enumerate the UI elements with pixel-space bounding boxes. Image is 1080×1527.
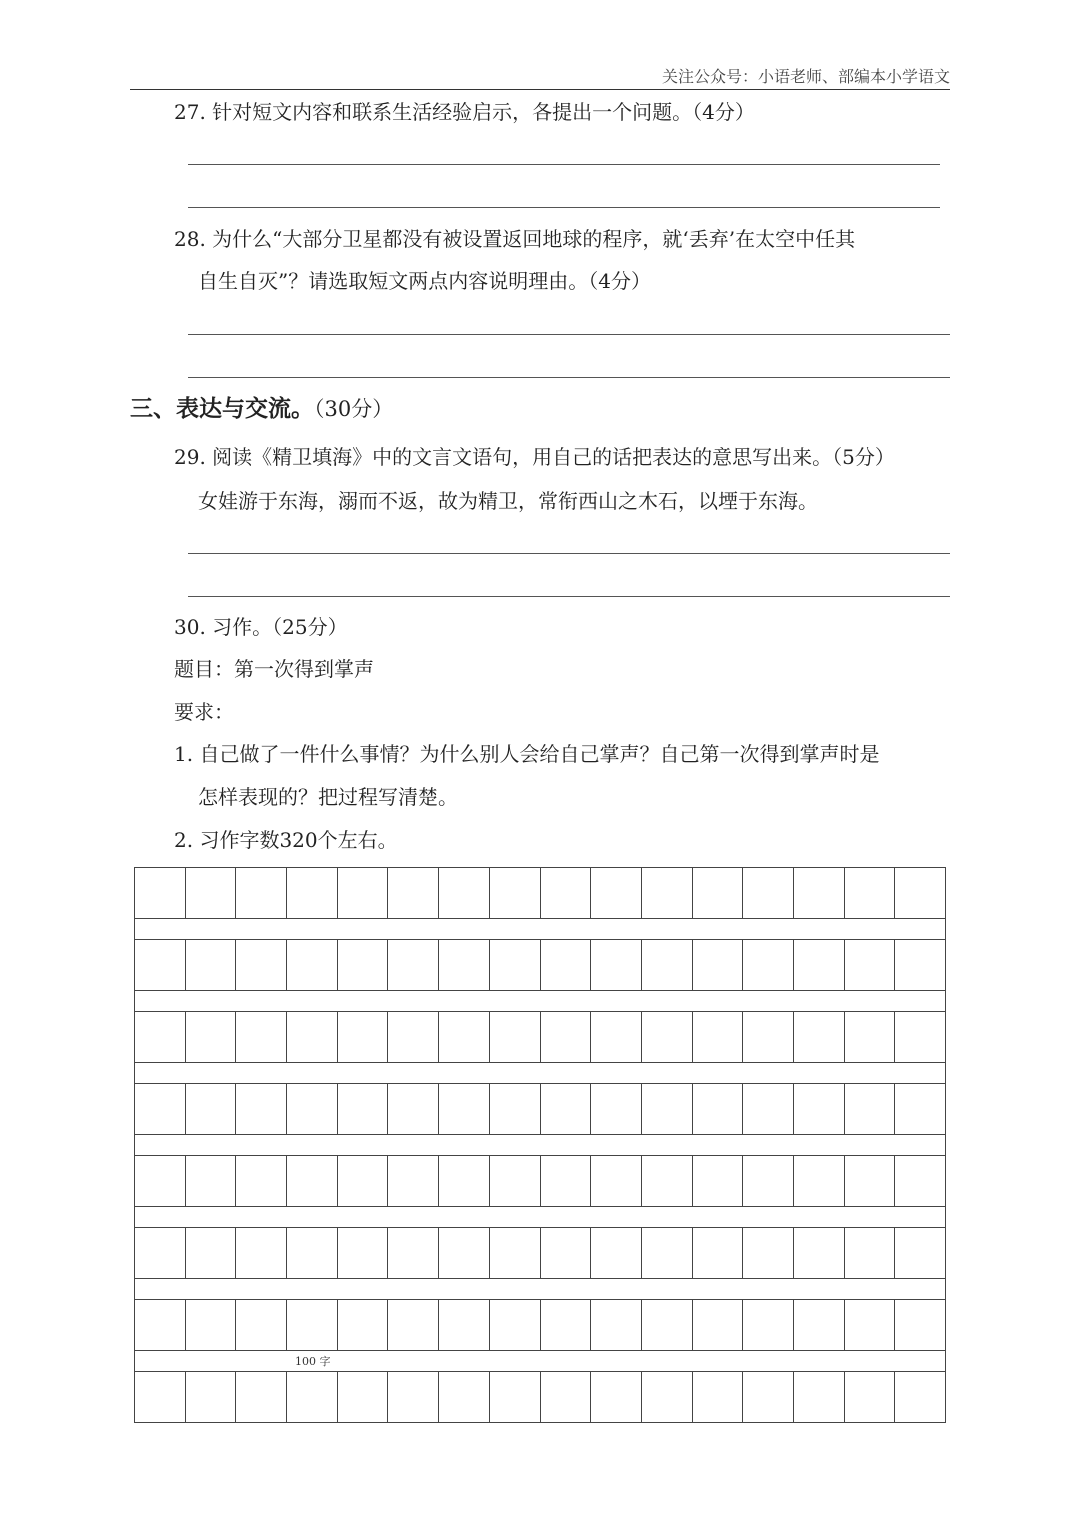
grid-cell[interactable] bbox=[134, 1083, 186, 1135]
question-30-title: 30. 习作。（25分） bbox=[174, 615, 348, 639]
grid-cell[interactable] bbox=[641, 1299, 693, 1351]
grid-cell[interactable] bbox=[692, 939, 744, 991]
section-3-title: 三、表达与交流。 bbox=[130, 396, 314, 422]
question-28-line2: 自生自灭”？请选取短文两点内容说明理由。（4分） bbox=[198, 269, 651, 293]
grid-cell[interactable] bbox=[590, 1371, 642, 1423]
answer-line-29-1[interactable] bbox=[188, 553, 950, 554]
grid-row bbox=[134, 867, 946, 919]
grid-cell[interactable] bbox=[692, 1371, 744, 1423]
grid-gap-row bbox=[134, 991, 946, 1011]
answer-line-28-2[interactable] bbox=[188, 377, 950, 378]
grid-cell[interactable] bbox=[438, 1299, 490, 1351]
grid-cell[interactable] bbox=[641, 1155, 693, 1207]
grid-cell[interactable] bbox=[337, 1299, 389, 1351]
grid-cell[interactable] bbox=[793, 867, 845, 919]
grid-cell[interactable] bbox=[235, 1011, 287, 1063]
grid-cell[interactable] bbox=[235, 1227, 287, 1279]
answer-line-27-2[interactable] bbox=[188, 207, 940, 208]
grid-cell[interactable] bbox=[185, 1371, 237, 1423]
grid-cell[interactable] bbox=[540, 1083, 592, 1135]
grid-cell[interactable] bbox=[134, 1371, 186, 1423]
grid-cell[interactable] bbox=[540, 1155, 592, 1207]
grid-cell[interactable] bbox=[286, 1227, 338, 1279]
grid-cell[interactable] bbox=[590, 1155, 642, 1207]
grid-cell[interactable] bbox=[742, 1083, 794, 1135]
grid-cell[interactable] bbox=[540, 939, 592, 991]
grid-cell[interactable] bbox=[387, 1299, 439, 1351]
grid-cell[interactable] bbox=[387, 867, 439, 919]
grid-gap-row bbox=[134, 1207, 946, 1227]
grid-cell[interactable] bbox=[894, 1227, 946, 1279]
grid-cell[interactable] bbox=[438, 1011, 490, 1063]
grid-cell[interactable] bbox=[590, 1083, 642, 1135]
grid-cell[interactable] bbox=[590, 867, 642, 919]
grid-cell[interactable] bbox=[387, 1011, 439, 1063]
grid-cell[interactable] bbox=[793, 1299, 845, 1351]
grid-cell[interactable] bbox=[438, 939, 490, 991]
word-count-marker: 100 字 bbox=[295, 1355, 331, 1368]
grid-cell[interactable] bbox=[337, 1083, 389, 1135]
grid-cell[interactable] bbox=[286, 1155, 338, 1207]
grid-cell[interactable] bbox=[489, 939, 541, 991]
grid-cell[interactable] bbox=[134, 939, 186, 991]
requirements-label: 要求： bbox=[174, 700, 234, 724]
grid-cell[interactable] bbox=[387, 1227, 439, 1279]
grid-cell[interactable] bbox=[742, 1227, 794, 1279]
grid-cell[interactable] bbox=[286, 1083, 338, 1135]
grid-row bbox=[134, 1155, 946, 1207]
grid-cell[interactable] bbox=[337, 867, 389, 919]
grid-cell[interactable] bbox=[641, 939, 693, 991]
grid-cell[interactable] bbox=[641, 1371, 693, 1423]
grid-cell[interactable] bbox=[540, 1011, 592, 1063]
grid-row bbox=[134, 1227, 946, 1279]
grid-cell[interactable] bbox=[438, 1227, 490, 1279]
grid-row bbox=[134, 1083, 946, 1135]
question-28-line1: 28. 为什么“大部分卫星都没有被设置返回地球的程序，就‘丢弃’在太空中任其 bbox=[174, 227, 856, 251]
grid-cell[interactable] bbox=[540, 1227, 592, 1279]
grid-cell[interactable] bbox=[894, 1155, 946, 1207]
grid-cell[interactable] bbox=[894, 1299, 946, 1351]
grid-cell[interactable] bbox=[844, 1083, 896, 1135]
essay-topic: 题目：第一次得到掌声 bbox=[174, 657, 374, 681]
grid-cell[interactable] bbox=[692, 1011, 744, 1063]
grid-cell[interactable] bbox=[337, 1371, 389, 1423]
grid-cell[interactable] bbox=[286, 1011, 338, 1063]
grid-cell[interactable] bbox=[235, 1371, 287, 1423]
grid-row bbox=[134, 1299, 946, 1351]
grid-cell[interactable] bbox=[742, 867, 794, 919]
section-3-points: （30分） bbox=[314, 397, 394, 421]
grid-cell[interactable] bbox=[540, 1371, 592, 1423]
grid-cell[interactable] bbox=[894, 867, 946, 919]
grid-cell[interactable] bbox=[540, 867, 592, 919]
grid-cell[interactable] bbox=[489, 1299, 541, 1351]
grid-cell[interactable] bbox=[235, 1155, 287, 1207]
grid-cell[interactable] bbox=[894, 1371, 946, 1423]
section-3-heading bbox=[130, 396, 393, 422]
grid-cell[interactable] bbox=[438, 867, 490, 919]
grid-cell[interactable] bbox=[692, 1299, 744, 1351]
grid-cell[interactable] bbox=[489, 1083, 541, 1135]
grid-cell[interactable] bbox=[590, 939, 642, 991]
grid-cell[interactable] bbox=[134, 1227, 186, 1279]
grid-cell[interactable] bbox=[692, 1227, 744, 1279]
grid-cell[interactable] bbox=[489, 1011, 541, 1063]
grid-cell[interactable] bbox=[742, 1011, 794, 1063]
grid-cell[interactable] bbox=[489, 867, 541, 919]
grid-cell[interactable] bbox=[793, 1011, 845, 1063]
answer-line-28-1[interactable] bbox=[188, 334, 950, 335]
page-header: 关注公众号：小语老师、部编本小学语文 bbox=[661, 67, 950, 86]
grid-cell[interactable] bbox=[844, 867, 896, 919]
grid-cell[interactable] bbox=[894, 1011, 946, 1063]
grid-cell[interactable] bbox=[489, 1227, 541, 1279]
grid-gap-row bbox=[134, 1279, 946, 1299]
grid-cell[interactable] bbox=[742, 1371, 794, 1423]
grid-cell[interactable] bbox=[590, 1299, 642, 1351]
grid-gap-row bbox=[134, 919, 946, 939]
grid-cell[interactable] bbox=[844, 1227, 896, 1279]
grid-cell[interactable] bbox=[793, 1227, 845, 1279]
question-29-quote: 女娃游于东海，溺而不返，故为精卫，常衔西山之木石，以堙于东海。 bbox=[198, 489, 818, 513]
grid-cell[interactable] bbox=[438, 1155, 490, 1207]
grid-cell[interactable] bbox=[438, 1371, 490, 1423]
grid-cell[interactable] bbox=[489, 1371, 541, 1423]
grid-cell[interactable] bbox=[894, 939, 946, 991]
grid-row bbox=[134, 1011, 946, 1063]
grid-gap-row bbox=[134, 1135, 946, 1155]
grid-cell[interactable] bbox=[286, 867, 338, 919]
grid-cell[interactable] bbox=[641, 1227, 693, 1279]
grid-cell[interactable] bbox=[590, 1227, 642, 1279]
grid-cell[interactable] bbox=[134, 1299, 186, 1351]
grid-cell[interactable] bbox=[286, 1299, 338, 1351]
grid-cell[interactable] bbox=[387, 1083, 439, 1135]
grid-cell[interactable] bbox=[337, 1227, 389, 1279]
grid-cell[interactable] bbox=[286, 1371, 338, 1423]
grid-cell[interactable] bbox=[742, 1155, 794, 1207]
grid-cell[interactable] bbox=[844, 1299, 896, 1351]
grid-cell[interactable] bbox=[742, 1299, 794, 1351]
answer-line-29-2[interactable] bbox=[188, 596, 950, 597]
grid-gap-row bbox=[134, 1351, 946, 1371]
header-rule bbox=[130, 89, 950, 90]
grid-cell[interactable] bbox=[894, 1083, 946, 1135]
grid-cell[interactable] bbox=[337, 1011, 389, 1063]
requirement-1-line2: 怎样表现的？把过程写清楚。 bbox=[198, 785, 458, 809]
grid-gap-row bbox=[134, 1063, 946, 1083]
grid-cell[interactable] bbox=[387, 1371, 439, 1423]
grid-cell[interactable] bbox=[844, 1011, 896, 1063]
grid-row bbox=[134, 939, 946, 991]
grid-cell[interactable] bbox=[641, 1011, 693, 1063]
answer-line-27-1[interactable] bbox=[188, 164, 940, 165]
grid-cell[interactable] bbox=[692, 867, 744, 919]
grid-cell[interactable] bbox=[844, 939, 896, 991]
grid-cell[interactable] bbox=[793, 1155, 845, 1207]
grid-cell[interactable] bbox=[185, 867, 237, 919]
grid-cell[interactable] bbox=[793, 1083, 845, 1135]
grid-cell[interactable] bbox=[641, 1083, 693, 1135]
grid-cell[interactable] bbox=[185, 1227, 237, 1279]
grid-row bbox=[134, 1371, 946, 1423]
grid-cell[interactable] bbox=[185, 1083, 237, 1135]
writing-grid bbox=[134, 867, 946, 1423]
question-27: 27. 针对短文内容和联系生活经验启示，各提出一个问题。（4分） bbox=[174, 100, 755, 124]
grid-cell[interactable] bbox=[844, 1155, 896, 1207]
grid-cell[interactable] bbox=[489, 1155, 541, 1207]
grid-cell[interactable] bbox=[185, 1155, 237, 1207]
grid-cell[interactable] bbox=[540, 1299, 592, 1351]
grid-cell[interactable] bbox=[844, 1371, 896, 1423]
grid-cell[interactable] bbox=[438, 1083, 490, 1135]
grid-cell[interactable] bbox=[185, 1011, 237, 1063]
question-29: 29. 阅读《精卫填海》中的文言文语句，用自己的话把表达的意思写出来。（5分） bbox=[174, 445, 895, 469]
grid-cell[interactable] bbox=[235, 1083, 287, 1135]
grid-cell[interactable] bbox=[387, 939, 439, 991]
requirement-2: 2. 习作字数320个左右。 bbox=[174, 828, 398, 852]
grid-cell[interactable] bbox=[387, 1155, 439, 1207]
grid-cell[interactable] bbox=[134, 1155, 186, 1207]
grid-cell[interactable] bbox=[337, 939, 389, 991]
requirement-1-line1: 1. 自己做了一件什么事情？为什么别人会给自己掌声？自己第一次得到掌声时是 bbox=[174, 742, 880, 766]
grid-cell[interactable] bbox=[793, 1371, 845, 1423]
grid-cell[interactable] bbox=[134, 1011, 186, 1063]
grid-cell[interactable] bbox=[235, 939, 287, 991]
grid-cell[interactable] bbox=[641, 867, 693, 919]
grid-cell[interactable] bbox=[742, 939, 794, 991]
grid-cell[interactable] bbox=[692, 1083, 744, 1135]
grid-cell[interactable] bbox=[185, 939, 237, 991]
grid-cell[interactable] bbox=[235, 867, 287, 919]
grid-cell[interactable] bbox=[134, 867, 186, 919]
grid-cell[interactable] bbox=[337, 1155, 389, 1207]
grid-cell[interactable] bbox=[692, 1155, 744, 1207]
grid-cell[interactable] bbox=[235, 1299, 287, 1351]
grid-cell[interactable] bbox=[286, 939, 338, 991]
grid-cell[interactable] bbox=[185, 1299, 237, 1351]
grid-cell[interactable] bbox=[793, 939, 845, 991]
grid-cell[interactable] bbox=[590, 1011, 642, 1063]
